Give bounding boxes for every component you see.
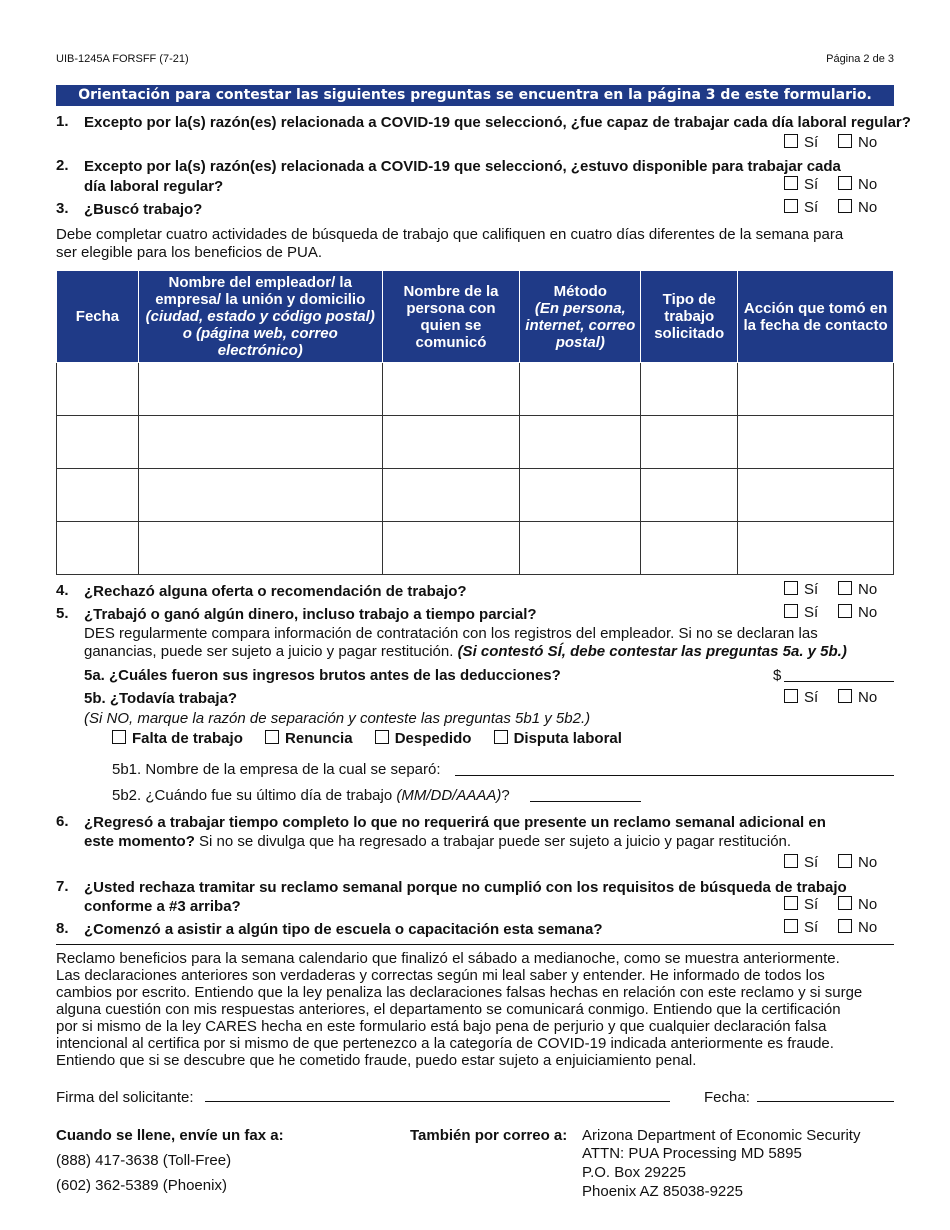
- q2-number: 2.: [56, 157, 69, 174]
- q5-number: 5.: [56, 605, 69, 622]
- table-cell[interactable]: [738, 416, 894, 469]
- q4-number: 4.: [56, 582, 69, 599]
- q2-no-label: No: [858, 176, 878, 193]
- lack-of-work-checkbox[interactable]: [112, 730, 126, 744]
- table-cell[interactable]: [641, 522, 738, 575]
- column-header-employer: Nombre del empleador/ la empresa/ la unión y domicilio (ciudad, estado y código postal) o (página web, correo electrónico): [138, 271, 382, 363]
- q2-yes-checkbox[interactable]: [784, 176, 798, 190]
- certification-line: Entiendo que si se descubre que he cometido fraude, puedo estar sujeto a enjuiciamiento penal.: [56, 1052, 697, 1069]
- q6-no-checkbox[interactable]: [838, 854, 852, 868]
- table-cell[interactable]: [738, 469, 894, 522]
- table-cell[interactable]: [57, 469, 139, 522]
- table-row: [57, 416, 894, 469]
- date-field[interactable]: [757, 1101, 894, 1102]
- table-row: [57, 522, 894, 575]
- q5b2-text: 5b2. ¿Cuándo fue su último día de trabajo (MM/DD/AAAA)?: [112, 787, 510, 804]
- fired-checkbox[interactable]: [375, 730, 389, 744]
- table-cell[interactable]: [641, 416, 738, 469]
- table-cell[interactable]: [138, 522, 382, 575]
- table-cell[interactable]: [738, 522, 894, 575]
- table-cell[interactable]: [57, 522, 139, 575]
- q3-number: 3.: [56, 200, 69, 217]
- date-label: Fecha:: [704, 1089, 750, 1106]
- mail-address-line: ATTN: PUA Processing MD 5895: [582, 1145, 802, 1162]
- gross-income-field[interactable]: [784, 681, 894, 682]
- q2-answer: [784, 176, 894, 196]
- q7-yes-checkbox[interactable]: [784, 896, 798, 910]
- q2-text-line1: Excepto por la(s) razón(es) relacionada a COVID-19 que seleccionó, ¿estuvo disponible para trabajar cada: [84, 158, 841, 175]
- table-cell[interactable]: [382, 416, 520, 469]
- q8-yes-checkbox[interactable]: [784, 919, 798, 933]
- table-cell[interactable]: [138, 416, 382, 469]
- q5b-no-label: No: [858, 689, 878, 706]
- q4-yes-label: Sí: [804, 581, 819, 598]
- table-row: [57, 363, 894, 416]
- table-cell[interactable]: [520, 522, 641, 575]
- q3-no-checkbox[interactable]: [838, 199, 852, 213]
- certification-line: Reclamo beneficios para la semana calendario que finalizó el sábado a medianoche, como se muestra anteriormente.: [56, 950, 840, 967]
- mail-address-line: P.O. Box 29225: [582, 1164, 686, 1181]
- q2-yes-label: Sí: [804, 176, 819, 193]
- column-header-action: Acción que tomó en la fecha de contacto: [738, 271, 894, 363]
- q3-yes-label: Sí: [804, 199, 819, 216]
- fax-number-tollfree: (888) 417-3638 (Toll-Free): [56, 1152, 232, 1169]
- table-cell[interactable]: [641, 469, 738, 522]
- employer-name-field[interactable]: [455, 775, 894, 776]
- q1-number: 1.: [56, 113, 69, 130]
- column-header-method: Método (En persona, internet, correo postal): [520, 271, 641, 363]
- q1-yes-checkbox[interactable]: [784, 134, 798, 148]
- mail-address-line: Arizona Department of Economic Security: [582, 1127, 861, 1144]
- q7-text-line2: conforme a #3 arriba?: [84, 898, 241, 915]
- table-cell[interactable]: [57, 416, 139, 469]
- q5-no-checkbox[interactable]: [838, 604, 852, 618]
- page-number: Página 2 de 3: [826, 53, 894, 65]
- q4-no-checkbox[interactable]: [838, 581, 852, 595]
- column-header-job-type: Tipo de trabajo solicitado: [641, 271, 738, 363]
- labor-dispute-checkbox[interactable]: [494, 730, 508, 744]
- q6-yes-label: Sí: [804, 854, 819, 871]
- q7-no-label: No: [858, 896, 878, 913]
- q6-no-label: No: [858, 854, 878, 871]
- table-cell[interactable]: [138, 363, 382, 416]
- q2-no-checkbox[interactable]: [838, 176, 852, 190]
- q5-answer: [784, 604, 894, 624]
- fax-title: Cuando se llene, envíe un fax a:: [56, 1127, 284, 1144]
- instructions-banner: Orientación para contestar las siguientes preguntas se encuentra en la página 3 de este formulario.: [56, 85, 894, 106]
- reason-quit[interactable]: Renuncia: [265, 730, 353, 747]
- q8-yes-label: Sí: [804, 919, 819, 936]
- q8-no-label: No: [858, 919, 878, 936]
- q5-yes-label: Sí: [804, 604, 819, 621]
- mail-title: También por correo a:: [410, 1127, 568, 1144]
- q6-text-line2: este momento? Si no se divulga que ha regresado a trabajar puede ser sujeto a juicio y pagar restitución.: [84, 833, 792, 850]
- q8-no-checkbox[interactable]: [838, 919, 852, 933]
- q8-text: ¿Comenzó a asistir a algún tipo de escuela o capacitación esta semana?: [84, 921, 603, 938]
- q5b-yes-checkbox[interactable]: [784, 689, 798, 703]
- q1-yes-label: Sí: [804, 134, 819, 151]
- q7-yes-label: Sí: [804, 896, 819, 913]
- mail-address-line: Phoenix AZ 85038-9225: [582, 1183, 743, 1200]
- q3-text: ¿Buscó trabajo?: [84, 201, 203, 218]
- q7-number: 7.: [56, 878, 69, 895]
- table-cell[interactable]: [738, 363, 894, 416]
- table-cell[interactable]: [641, 363, 738, 416]
- q5-note-line1: DES regularmente compara información de contratación con los registros del empleador. Si no se declaran las: [84, 625, 818, 642]
- quit-checkbox[interactable]: [265, 730, 279, 744]
- q6-answer: [784, 854, 894, 874]
- q6-yes-checkbox[interactable]: [784, 854, 798, 868]
- certification-line: por si mismo de la ley CARES hecha en este formulario está bajo pena de perjurio y que cualquier declaración falsa: [56, 1018, 827, 1035]
- q1-answer: [784, 134, 894, 154]
- q7-answer: [784, 896, 894, 916]
- search-note-line1: Debe completar cuatro actividades de búsqueda de trabajo que califiquen en cuatro días diferentes de la semana para: [56, 226, 844, 243]
- certification-line: cambios por escrito. Entiendo que la ley penaliza las declaraciones falsas hechas en relación con este reclamo y si surge: [56, 984, 863, 1001]
- q4-yes-checkbox[interactable]: [784, 581, 798, 595]
- table-cell[interactable]: [57, 363, 139, 416]
- q1-no-label: No: [858, 134, 878, 151]
- table-cell[interactable]: [520, 363, 641, 416]
- q8-number: 8.: [56, 920, 69, 937]
- q5-yes-checkbox[interactable]: [784, 604, 798, 618]
- q5b-no-checkbox[interactable]: [838, 689, 852, 703]
- table-cell[interactable]: [520, 416, 641, 469]
- form-id: UIB-1245A FORSFF (7-21): [56, 53, 189, 65]
- q6-number: 6.: [56, 813, 69, 830]
- q5a-text: 5a. ¿Cuáles fueron sus ingresos brutos antes de las deducciones?: [84, 667, 561, 684]
- q5b-note: (Si NO, marque la razón de separación y conteste las preguntas 5b1 y 5b2.): [84, 710, 591, 727]
- q5b1-text: 5b1. Nombre de la empresa de la cual se separó:: [112, 761, 441, 778]
- q4-text: ¿Rechazó alguna oferta o recomendación de trabajo?: [84, 583, 467, 600]
- reason-labor-dispute[interactable]: Disputa laboral: [494, 730, 622, 747]
- q4-answer: [784, 581, 894, 601]
- search-note-line2: ser elegible para los beneficios de PUA.: [56, 244, 322, 261]
- table-cell[interactable]: [382, 522, 520, 575]
- work-search-table: [56, 270, 894, 575]
- certification-line: alguna cuestión con mis respuestas anteriores, el departamento se comunicará conmigo. Entiendo que la certificación: [56, 1001, 841, 1018]
- dollar-sign: $: [773, 667, 782, 684]
- signature-field[interactable]: [205, 1101, 670, 1102]
- q5-no-label: No: [858, 604, 878, 621]
- q3-answer: [784, 199, 894, 219]
- q2-text-line2: día laboral regular?: [84, 178, 224, 195]
- fax-number-phoenix: (602) 362-5389 (Phoenix): [56, 1177, 227, 1194]
- q5-text: ¿Trabajó o ganó algún dinero, incluso trabajo a tiempo parcial?: [84, 606, 537, 623]
- q5b-yes-label: Sí: [804, 689, 819, 706]
- signature-label: Firma del solicitante:: [56, 1089, 194, 1106]
- column-header-contact: Nombre de la persona con quien se comunicó: [382, 271, 520, 363]
- q1-text: Excepto por la(s) razón(es) relacionada a COVID-19 que seleccionó, ¿fue capaz de trabajar cada día laboral regular?: [84, 114, 911, 131]
- q3-no-label: No: [858, 199, 878, 216]
- table-cell[interactable]: [520, 469, 641, 522]
- reason-lack-of-work[interactable]: Falta de trabajo: [112, 730, 243, 747]
- q5b-answer: [784, 689, 894, 709]
- q5-note-line2: ganancias, puede ser sujeto a juicio y pagar restitución. (Si contestó SÍ, debe contestar las preguntas 5a. y 5b.): [84, 643, 847, 660]
- table-cell[interactable]: [382, 469, 520, 522]
- certification-line: intencional al certifica por si mismo de que pertenezco a la categoría de COVID-19 indicada anteriormente es fraude.: [56, 1035, 834, 1052]
- q7-no-checkbox[interactable]: [838, 896, 852, 910]
- column-header-date: Fecha: [57, 271, 139, 363]
- q4-no-label: No: [858, 581, 878, 598]
- q8-answer: [784, 919, 894, 939]
- table-cell[interactable]: [382, 363, 520, 416]
- separation-reasons: [112, 730, 640, 747]
- reason-fired[interactable]: Despedido: [375, 730, 472, 747]
- section-divider: [56, 944, 894, 945]
- q1-no-checkbox[interactable]: [838, 134, 852, 148]
- q5b-text: 5b. ¿Todavía trabaja?: [84, 690, 238, 707]
- q3-yes-checkbox[interactable]: [784, 199, 798, 213]
- q6-text-line1: ¿Regresó a trabajar tiempo completo lo que no requerirá que presente un reclamo semanal adicional en: [84, 814, 826, 831]
- table-row: [57, 469, 894, 522]
- q7-text-line1: ¿Usted rechaza tramitar su reclamo semanal porque no cumplió con los requisitos de búsqueda de trabajo: [84, 879, 847, 896]
- certification-line: Las declaraciones anteriores son verdaderas y correctas según mi leal saber y entender. He informado de todos los: [56, 967, 825, 984]
- last-day-field[interactable]: [530, 801, 641, 802]
- table-cell[interactable]: [138, 469, 382, 522]
